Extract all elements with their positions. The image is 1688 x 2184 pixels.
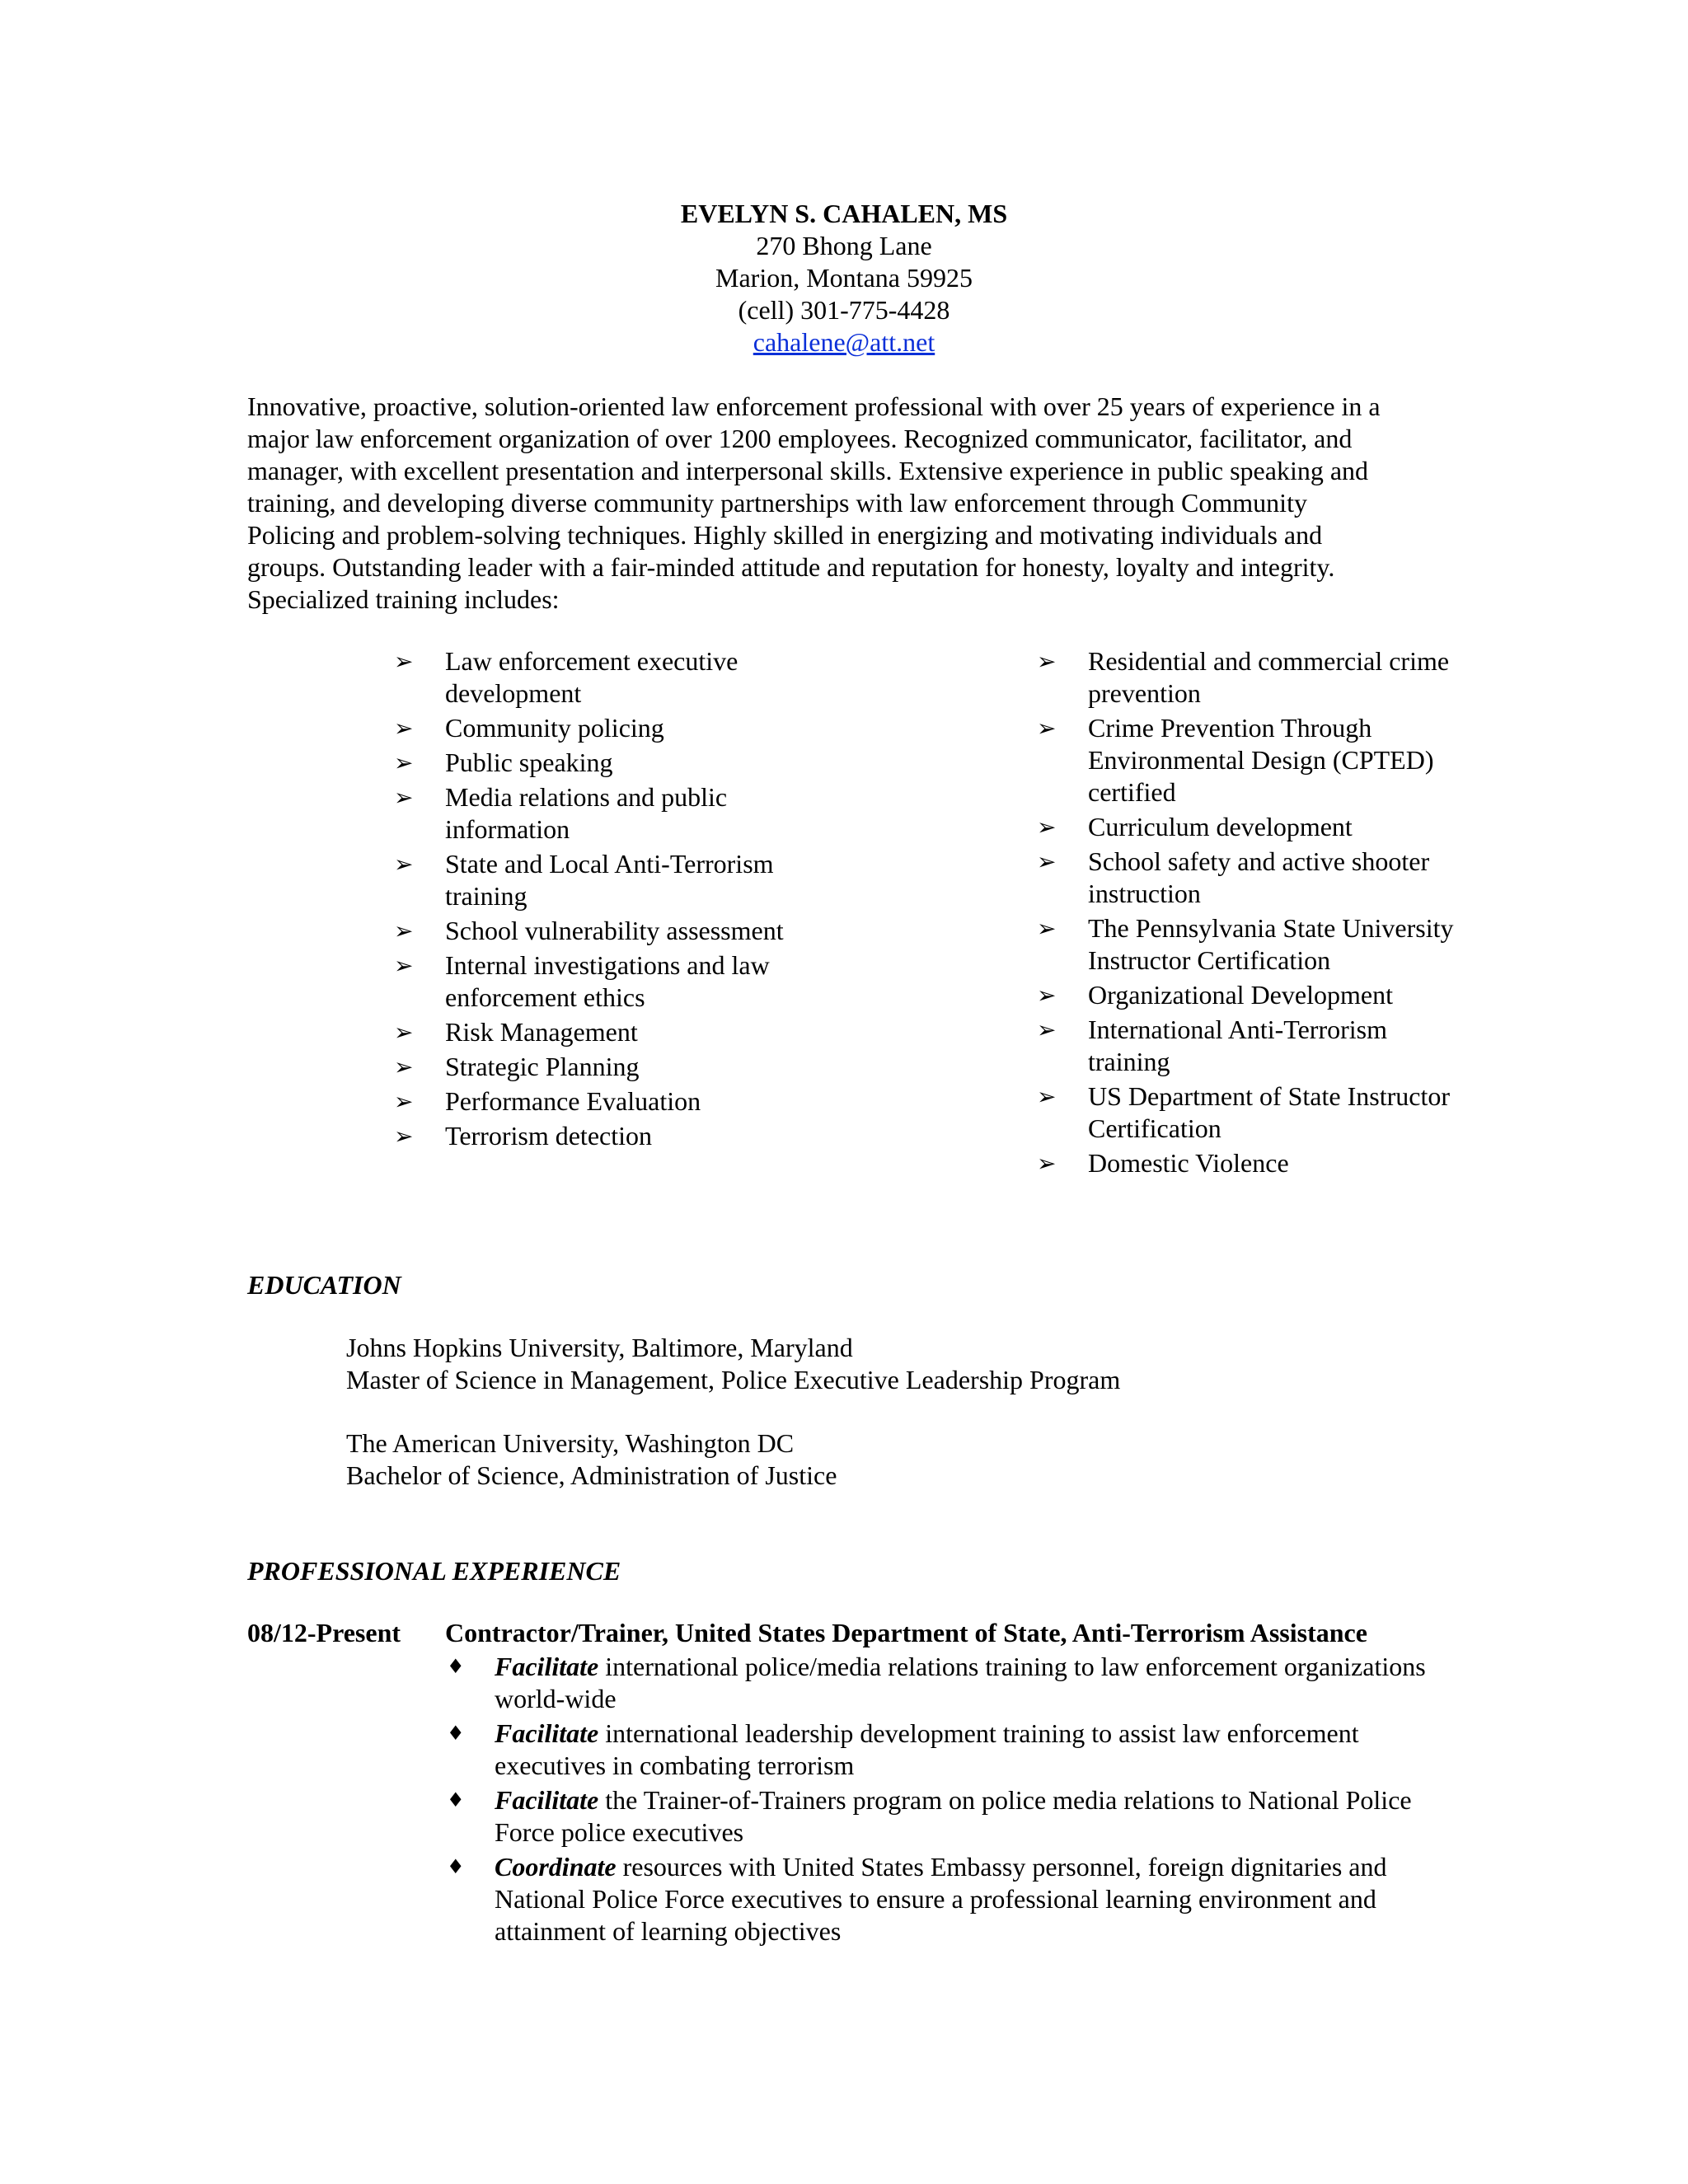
education-heading: EDUCATION — [247, 1270, 401, 1300]
street-address: 270 Bhong Lane — [756, 231, 932, 260]
arrow-bullet-icon: ➢ — [1037, 813, 1057, 841]
arrow-bullet-icon: ➢ — [1037, 848, 1057, 875]
training-item — [1037, 979, 1465, 1011]
training-item — [394, 1085, 823, 1118]
diamond-bullet-icon: ♦ — [447, 1722, 465, 1745]
training-item — [394, 848, 823, 912]
training-item — [394, 712, 823, 744]
duty-action-verb: Coordinate — [495, 1852, 617, 1882]
duty-description: international police/media relations training to law enforcement organizations world-wide — [495, 1652, 1426, 1713]
job-duty-item — [445, 1651, 1451, 1715]
training-item — [1037, 712, 1465, 808]
school-name: Johns Hopkins University, Baltimore, Maryland — [346, 1333, 853, 1362]
arrow-bullet-icon: ➢ — [394, 715, 414, 742]
training-item-label: Crime Prevention Through Environmental Design (CPTED) certified — [1088, 713, 1434, 807]
training-list-left — [394, 645, 823, 1155]
training-item-label: Residential and commercial crime prevention — [1088, 646, 1450, 708]
training-item — [1037, 1147, 1465, 1179]
duty-description: resources with United States Embassy personnel, foreign dignitaries and National Police Force executives to ensure a professional learning environment and attainment of learning objectives — [495, 1852, 1387, 1946]
arrow-bullet-icon: ➢ — [394, 784, 414, 811]
diamond-bullet-icon: ♦ — [447, 1855, 465, 1878]
education-entry — [346, 1332, 1418, 1396]
arrow-bullet-icon: ➢ — [1037, 915, 1057, 942]
duty-action-verb: Facilitate — [495, 1652, 599, 1681]
training-item-label: Internal investigations and law enforcement ethics — [445, 950, 770, 1012]
training-item-label: Terrorism detection — [445, 1121, 652, 1151]
training-item-label: US Department of State Instructor Certification — [1088, 1081, 1450, 1143]
school-name: The American University, Washington DC — [346, 1428, 795, 1458]
education-entry — [346, 1427, 1418, 1492]
arrow-bullet-icon: ➢ — [394, 1088, 414, 1115]
training-item — [394, 1120, 823, 1152]
duty-description: international leadership development training to assist law enforcement executives in combating terrorism — [495, 1718, 1359, 1780]
degree-name: Master of Science in Management, Police Executive Leadership Program — [346, 1365, 1121, 1394]
training-item-label: Media relations and public information — [445, 782, 728, 844]
contact-header — [0, 198, 1688, 359]
degree-name: Bachelor of Science, Administration of Justice — [346, 1460, 837, 1490]
arrow-bullet-icon: ➢ — [394, 648, 414, 675]
city-state-zip: Marion, Montana 59925 — [715, 263, 973, 293]
training-item-label: Public speaking — [445, 748, 613, 777]
training-item-label: School safety and active shooter instruction — [1088, 846, 1430, 908]
job-duty-item — [445, 1784, 1451, 1849]
job-duty-item — [445, 1851, 1451, 1947]
training-item-label: Risk Management — [445, 1017, 638, 1047]
training-item-label: Domestic Violence — [1088, 1148, 1289, 1178]
arrow-bullet-icon: ➢ — [394, 749, 414, 776]
arrow-bullet-icon: ➢ — [1037, 715, 1057, 742]
job-duties-list — [445, 1651, 1451, 1950]
email-link[interactable]: cahalene@att.net — [753, 327, 935, 357]
arrow-bullet-icon: ➢ — [394, 1019, 414, 1046]
arrow-bullet-icon: ➢ — [394, 851, 414, 878]
training-list-right — [1037, 645, 1465, 1182]
training-item — [394, 747, 823, 779]
arrow-bullet-icon: ➢ — [1037, 982, 1057, 1009]
job-duty-item — [445, 1718, 1451, 1782]
training-item-label: Organizational Development — [1088, 980, 1393, 1010]
diamond-bullet-icon: ♦ — [447, 1788, 465, 1811]
training-item-label: Strategic Planning — [445, 1052, 640, 1081]
duty-action-verb: Facilitate — [495, 1785, 599, 1815]
candidate-name: EVELYN S. CAHALEN, MS — [680, 199, 1008, 228]
training-item — [1037, 1014, 1465, 1078]
training-item — [1037, 811, 1465, 843]
training-item-label: School vulnerability assessment — [445, 916, 784, 945]
duty-description: the Trainer-of-Trainers program on police media relations to National Police Force police executives — [495, 1785, 1412, 1847]
phone-number: (cell) 301-775-4428 — [738, 295, 950, 325]
training-item — [394, 1016, 823, 1048]
job-dates: 08/12-Present — [247, 1618, 401, 1647]
duty-action-verb: Facilitate — [495, 1718, 599, 1748]
training-item-label: Curriculum development — [1088, 812, 1353, 841]
arrow-bullet-icon: ➢ — [1037, 1150, 1057, 1177]
job-title: Contractor/Trainer, United States Department of State, Anti-Terrorism Assistance — [445, 1618, 1367, 1647]
arrow-bullet-icon: ➢ — [1037, 648, 1057, 675]
professional-summary: Innovative, proactive, solution-oriented law enforcement professional with over 25 years of experience in a major law enforcement organization of over 1200 employees. Recognized communicator, facilitator, and manager, with excellent presentation and interpersonal skills. Extensive experience in public speaking and training, and developing diverse community partnerships with law enforcement through Community Policing and problem-solving techniques. Highly skilled in energizing and motivating individuals and groups. Outstanding leader with a fair-minded attitude and reputation for honesty, loyalty and integrity. Specialized training includes: — [247, 391, 1381, 614]
training-item-label: The Pennsylvania State University Instructor Certification — [1088, 913, 1454, 975]
training-item — [394, 915, 823, 947]
training-item-label: International Anti-Terrorism training — [1088, 1015, 1387, 1076]
training-item — [394, 645, 823, 710]
training-item — [394, 1051, 823, 1083]
arrow-bullet-icon: ➢ — [394, 1053, 414, 1080]
training-item — [1037, 645, 1465, 710]
training-item — [1037, 1080, 1465, 1145]
training-item — [1037, 912, 1465, 977]
arrow-bullet-icon: ➢ — [1037, 1016, 1057, 1043]
arrow-bullet-icon: ➢ — [394, 917, 414, 944]
training-item-label: Law enforcement executive development — [445, 646, 738, 708]
training-item-label: State and Local Anti-Terrorism training — [445, 849, 774, 911]
arrow-bullet-icon: ➢ — [1037, 1083, 1057, 1110]
training-item-label: Community policing — [445, 713, 664, 743]
arrow-bullet-icon: ➢ — [394, 1122, 414, 1150]
training-item — [394, 781, 823, 846]
arrow-bullet-icon: ➢ — [394, 952, 414, 979]
training-item — [394, 949, 823, 1014]
diamond-bullet-icon: ♦ — [447, 1655, 465, 1678]
training-item-label: Performance Evaluation — [445, 1086, 701, 1116]
experience-heading: PROFESSIONAL EXPERIENCE — [247, 1556, 621, 1586]
training-item — [1037, 846, 1465, 910]
